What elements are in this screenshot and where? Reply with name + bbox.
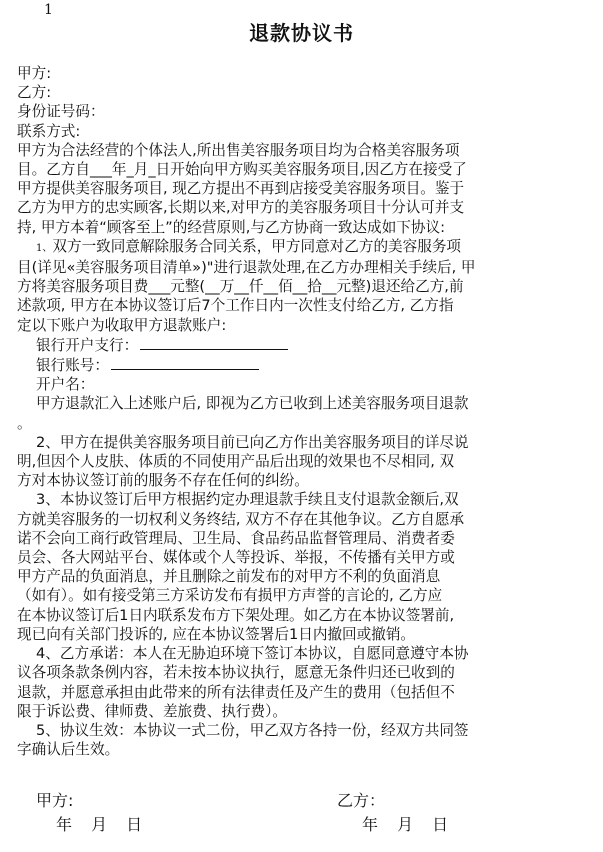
preamble-line: 乙方为甲方的忠实顾客,长期以来,对甲方的美容服务项目十分认可并支	[17, 199, 465, 217]
clause-2-line: 方对本协议签订前的服务不存在任何的纠纷。	[17, 472, 309, 490]
refund-confirm-line: 甲方退款汇入上述账户后, 即视为乙方已收到上述美容服务项目退款	[36, 395, 469, 413]
clause-3-line: 现已向有关部门投诉的, 应在本协议签署后1日内撤回或撤销。	[17, 625, 416, 643]
bank-account-blank	[111, 355, 259, 370]
preamble-line: 甲方为合法经营的个体法人,所出售美容服务项目均为合格美容服务项	[17, 141, 460, 159]
signature-date-b: 年 月 日	[362, 815, 449, 834]
bank-branch-label: 银行开户支行：	[36, 336, 139, 354]
preamble-line: 甲方提供美容服务项目, 现乙方提出不再到店接受美容服务项目。鉴于	[17, 180, 465, 198]
document-title: 退款协议书	[249, 21, 354, 45]
signature-party-b: 乙方：	[337, 791, 386, 810]
bank-branch-row	[17, 335, 591, 355]
clause-1-line: 定以下账户为收取甲方退款账户:	[17, 316, 227, 334]
id-number-field: 身份证号码：	[17, 103, 105, 121]
clause-4-line: 议各项条款条例内容，若未按本协议执行，愿意无条件归还已收到的	[17, 664, 455, 682]
agreement-body	[17, 64, 591, 759]
clause-1-line: 方将美容服务项目费___元整(__万__仟__佰__拾__元整)退还给乙方,前	[17, 278, 464, 296]
clause-2-line: 2、甲方在提供美容服务项目前已向乙方作出美容服务项目的详尽说	[36, 433, 469, 451]
bank-account-label: 银行账号：	[36, 357, 109, 375]
clause-1-line: 述款项, 甲方在本协议签订后7个工作日内一次性支付给乙方, 乙方指	[17, 297, 454, 315]
clause-3-line: 在本协议签订后1日内联系发布方下架处理。如乙方在本协议签署前,	[17, 606, 455, 624]
clause-3-line: 3、本协议签订后甲方根据约定办理退款手续且支付退款金额后,双	[36, 491, 459, 509]
clause-3-line: （如有）。如有接受第三方采访发布有损甲方声誉的言论的, 乙方应	[17, 587, 443, 605]
clause-1-text: 双方一致同意解除服务合同关系，甲方同意对乙方的美容服务项	[52, 237, 462, 255]
clause-4-line: 4、乙方承诺：本人在无胁迫环境下签订本协议，自愿同意遵守本协	[36, 645, 469, 663]
refund-confirm-line: 。	[17, 414, 32, 432]
preamble-line: 持, 甲方本着“顾客至上”的经营原则,与乙方协商一致达成如下协议:	[17, 218, 445, 236]
signature-date-a: 年 月 日	[56, 815, 143, 834]
clause-1-line: 目(详见«美容服务项目清单»)"进行退款处理,在乙方办理相关手续后, 甲	[17, 259, 476, 277]
signature-party-a: 甲方:	[36, 791, 74, 810]
account-holder-label: 开户名：	[36, 376, 95, 394]
clause-4-line: 限于诉讼费、律师费、差旅费、执行费）。	[17, 702, 287, 720]
clause-2-line: 明,但因个人皮肤、体质的不同使用产品后出现的效果也不尽相同, 双	[17, 453, 455, 471]
bank-branch-blank	[140, 335, 288, 350]
clause-4-line: 退款，并愿意承担由此带来的所有法律责任及产生的费用（包括但不	[17, 683, 455, 701]
account-holder-row	[17, 375, 591, 394]
clause-5-line: 5、协议生效：本协议一式二份，甲乙双方各持一份，经双方共同签	[36, 721, 469, 739]
bank-account-row	[17, 355, 591, 375]
clause-1-number: 1、	[36, 242, 53, 254]
clause-3-line: 甲方产品的负面消息，并且删除之前发布的对甲方不利的负面消息	[17, 568, 441, 586]
contact-field: 联系方式:	[17, 122, 81, 140]
clause-5-line: 字确认后生效。	[17, 741, 120, 759]
page-number: 1	[44, 2, 53, 18]
clause-3-line: 方就美容服务的一切权利义务终结, 双方不存在其他争议。乙方自愿承	[17, 510, 465, 528]
preamble-line: 目。乙方自___年_月_日开始向甲方购买美容服务项目,因乙方在接受了	[17, 161, 467, 179]
party-a-field: 甲方:	[17, 65, 52, 82]
clause-3-line: 诺不会向工商行政管理局、卫生局、食品药品监督管理局、消费者委	[17, 529, 455, 547]
clause-1-line	[17, 237, 591, 258]
clause-3-line: 员会、各大网站平台、媒体或个人等投诉、举报，不传播有关甲方或	[17, 549, 455, 567]
party-b-field: 乙方:	[17, 84, 52, 102]
